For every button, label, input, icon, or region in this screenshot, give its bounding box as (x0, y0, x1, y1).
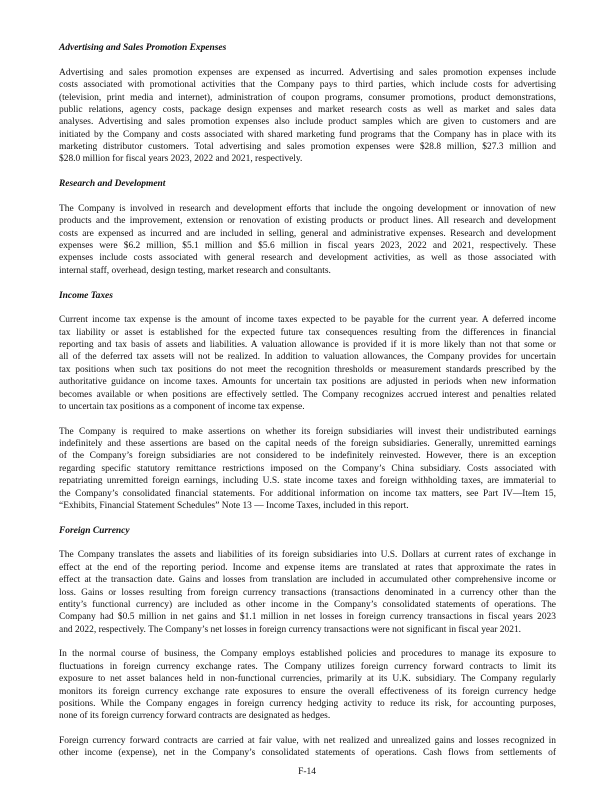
text-line: costs associated with promotional activities that the Company pays to third parties, which include costs for advertising (59, 80, 556, 91)
text-line: entity’s functional currency) are included as other income in the Company’s consolidated statements of operations. The (59, 599, 556, 610)
text-line: effect at the transaction date. Gains and losses from translation are included in accumulated other comprehensive income or (59, 575, 556, 586)
paragraph (59, 735, 556, 760)
text-line: reporting and tax basis of assets and liabilities. A valuation allowance is provided if it is more likely than not that some or (59, 340, 556, 350)
text-line: public relations, agency costs, package design expenses and market research costs as well as market and sales data (59, 104, 556, 115)
section-heading: Foreign Currency (59, 525, 130, 536)
text-line: expenses include costs associated with general research and development activities, as well as those associated with (59, 253, 556, 264)
text-line: loss. Gains or losses resulting from foreign currency transactions (transactions denominated in a currency other than the (59, 587, 556, 598)
text-line: indefinitely and these assertions are based on the capital needs of the foreign subsidiaries. Generally, unremitted earnings (59, 439, 556, 449)
text-line: Company had $0.5 million in net gains and $1.1 million in net losses in foreign currency transactions in fiscal years 2023 (59, 612, 556, 623)
paragraph (59, 648, 556, 722)
paragraph (59, 314, 556, 413)
text-line: expenses were $6.2 million, $5.1 million and $5.6 million in fiscal years 2023, 2022 and 2021, respectively. These (59, 241, 556, 251)
text-line: “Exhibits, Financial Statement Schedules” Note 13 — Income Taxes, included in this report. (59, 500, 409, 511)
text-line: all of the deferred tax assets will not be realized. In addition to valuation allowances, the Company provides for uncertain (59, 352, 556, 363)
text-line: fluctuations in foreign currency exchange rates. The Company utilizes foreign currency forward contracts to limit its (59, 661, 556, 672)
text-line: positions. While the Company engages in foreign currency hedging activity to reduce its risk, for accounting purposes, (59, 698, 556, 709)
text-line: marketing distributor customers. Total advertising and sales promotion expenses were $28.8 million, $27.3 million and (59, 142, 556, 152)
text-line: The Company is required to make assertions on whether its foreign subsidiaries will invest their undistributed earnings (59, 426, 556, 437)
text-line: monitors its foreign currency exchange rate exposures to ensure the overall effectiveness of its foreign currency hedge (59, 686, 556, 697)
text-line: products and the improvement, extension or renovation of existing products or product lines. All research and development (59, 216, 556, 227)
text-line: repatriating unremitted foreign earnings, including U.S. state income taxes and foreign withholding taxes, are immaterial to (59, 476, 556, 487)
text-line: to uncertain tax positions as a component of income tax expense. (59, 401, 305, 412)
section-heading: Advertising and Sales Promotion Expenses (59, 43, 227, 53)
document-body (59, 42, 556, 772)
text-line: effect at the end of the reporting period. Income and expense items are translated at rates that approximate the rates in (59, 562, 556, 573)
text-line: other income (expense), net in the Company’s consolidated statements of operations. Cash flows from settlements of (59, 748, 556, 759)
text-line: tax positions when such tax positions do not meet the recognition thresholds or measurement standards prescribed by the (59, 364, 556, 375)
text-line: initiated by the Company and costs associated with shared marketing fund programs that the Company has in place with its (59, 129, 556, 140)
text-line: Current income tax expense is the amount of income taxes expected to be payable for the current year. A deferred income (59, 315, 556, 326)
text-line: and 2022, respectively. The Company’s net losses in foreign currency transactions were not significant in fiscal year 2021. (59, 624, 522, 635)
text-line: exposure to net asset balances held in non-functional currencies, primarily at its U.K. subsidiary. The Company regularly (59, 674, 556, 685)
page-number: F-14 (298, 767, 316, 777)
text-line: none of its foreign currency forward contracts are designated as hedges. (59, 711, 331, 722)
paragraph (59, 67, 556, 166)
paragraph (59, 203, 556, 277)
paragraph (59, 426, 556, 513)
text-line: The Company is involved in research and development efforts that include the ongoing development or innovation of new (59, 203, 556, 214)
text-line: regarding specific statutory remittance restrictions imposed on the Company’s China subsidiary. Costs associated with (59, 463, 556, 474)
text-line: (television, print media and internet), administration of coupon programs, consumer promotions, product demonstrations, (59, 92, 556, 103)
paragraph (59, 549, 556, 636)
text-line: In the normal course of business, the Company employs established policies and procedures to manage its exposure to (59, 649, 556, 660)
text-line: Foreign currency forward contracts are carried at fair value, with net realized and unrealized gains and losses recognized in (59, 736, 556, 746)
text-line: of the Company’s foreign subsidiaries are not considered to be indefinitely reinvested. However, there is an exception (59, 451, 556, 462)
text-line: costs are expensed as incurred and are included in selling, general and administrative expenses. Research and development (59, 228, 556, 239)
text-line: analyses. Advertising and sales promotion expenses also include product samples which are given to customers and are (59, 117, 556, 128)
text-line: internal staff, overhead, design testing, market research and consultants. (59, 265, 331, 276)
section-heading: Income Taxes (59, 290, 113, 301)
text-line: authoritative guidance on income taxes. Amounts for uncertain tax positions are adjusted in periods when new information (59, 377, 556, 388)
text-line: Advertising and sales promotion expenses are expensed as incurred. Advertising and sales promotion expenses include (59, 67, 556, 78)
text-line: tax liability or asset is established for the expected future tax consequences resulting from the differences in financial (59, 327, 556, 338)
text-line: the Company’s consolidated financial statements. For additional information on income tax matters, see Part IV—Item 15, (59, 488, 556, 499)
text-line: $28.0 million for fiscal years 2023, 2022 and 2021, respectively. (59, 154, 303, 165)
text-line: The Company translates the assets and liabilities of its foreign subsidiaries into U.S. Dollars at current rates of exchange in (59, 550, 556, 561)
section-heading: Research and Development (59, 179, 166, 190)
text-line: becomes available or when positions are effectively settled. The Company recognizes accrued interest and penalties related (59, 389, 556, 400)
